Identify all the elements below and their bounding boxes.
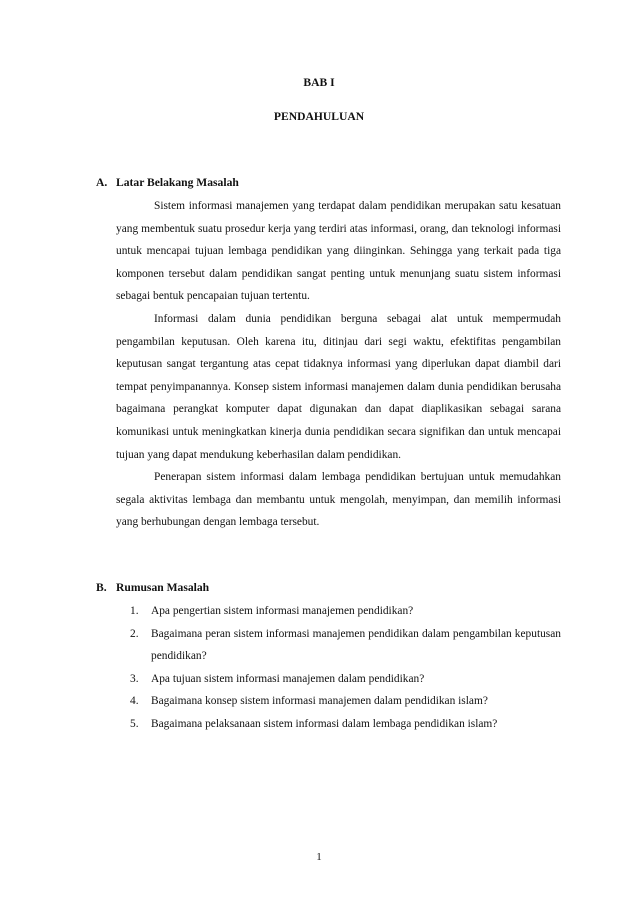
list-item (130, 690, 561, 713)
list-item-text: Bagaimana pelaksanaan sistem informasi dalam lembaga pendidikan islam? (151, 717, 498, 730)
chapter-title: PENDAHULUAN (273, 110, 365, 123)
section-b-title: Rumusan Masalah (116, 581, 210, 594)
list-item (130, 623, 561, 668)
list-item (130, 600, 561, 623)
paragraph: Penerapan sistem informasi dalam lembaga pendidikan bertujuan untuk memudahkan segala aktivitas lembaga dan membantu untuk mengolah, menyimpan, dan memilih informasi yang berhubungan dengan lembaga tersebut. (116, 471, 561, 529)
page-number: 1 (316, 851, 322, 863)
list-item-text: Apa pengertian sistem informasi manajemen pendidikan? (151, 605, 414, 617)
list-item-number: 1. (130, 605, 139, 617)
rumusan-masalah-list (130, 600, 561, 736)
list-item-text: Bagaimana peran sistem informasi manajemen pendidikan dalam pengambilan keputusan pendidikan? (151, 627, 561, 663)
list-item-number: 3. (130, 672, 139, 685)
chapter-label: BAB I (303, 76, 335, 89)
list-item-text: Bagaimana konsep sistem informasi manajemen dalam pendidikan islam? (151, 695, 488, 708)
section-b-heading (96, 581, 209, 594)
section-a-body (116, 195, 561, 534)
list-item (130, 668, 561, 691)
list-item (130, 713, 561, 736)
list-item-number: 5. (130, 717, 139, 730)
section-a-letter: A. (96, 176, 108, 189)
section-a-heading (96, 176, 239, 189)
list-item-text: Apa tujuan sistem informasi manajemen dalam pendidikan? (151, 672, 425, 685)
section-b-letter: B. (96, 581, 107, 594)
paragraph: Informasi dalam dunia pendidikan berguna sebagai alat untuk mempermudah pengambilan keputusan. Oleh karena itu, ditinjau dari segi waktu, efektifitas pengambilan keputusan sangat tergantung atas cepat tidaknya informasi yang diperlukan dapat diambil dari tempat penyimpanannya. Konsep sistem informasi manajemen dalam dunia pendidikan berusaha bagaimana perangkat komputer dapat digunakan dan dapat diaplikasikan sebagai sarana komunikasi untuk meningkatkan kinerja dunia pendidikan secara signifikan dan untuk mencapai tujuan yang dapat mendukung keberhasilan dalam pendidikan. (116, 312, 561, 461)
section-a-title: Latar Belakang Masalah (116, 176, 239, 189)
list-item-number: 4. (130, 695, 139, 708)
paragraph: Sistem informasi manajemen yang terdapat dalam pendidikan merupakan satu kesatuan yang membentuk suatu prosedur kerja yang terdiri atas informasi, orang, dan teknologi informasi untuk mencapai tujuan lembaga pendidikan yang diinginkan. Sehingga yang terkait pada tiga komponen tersebut dalam pendidikan sangat penting untuk menunjang suatu sistem informasi sebagai bentuk pencapaian tujuan tertentu. (116, 200, 561, 303)
list-item-number: 2. (130, 627, 139, 640)
